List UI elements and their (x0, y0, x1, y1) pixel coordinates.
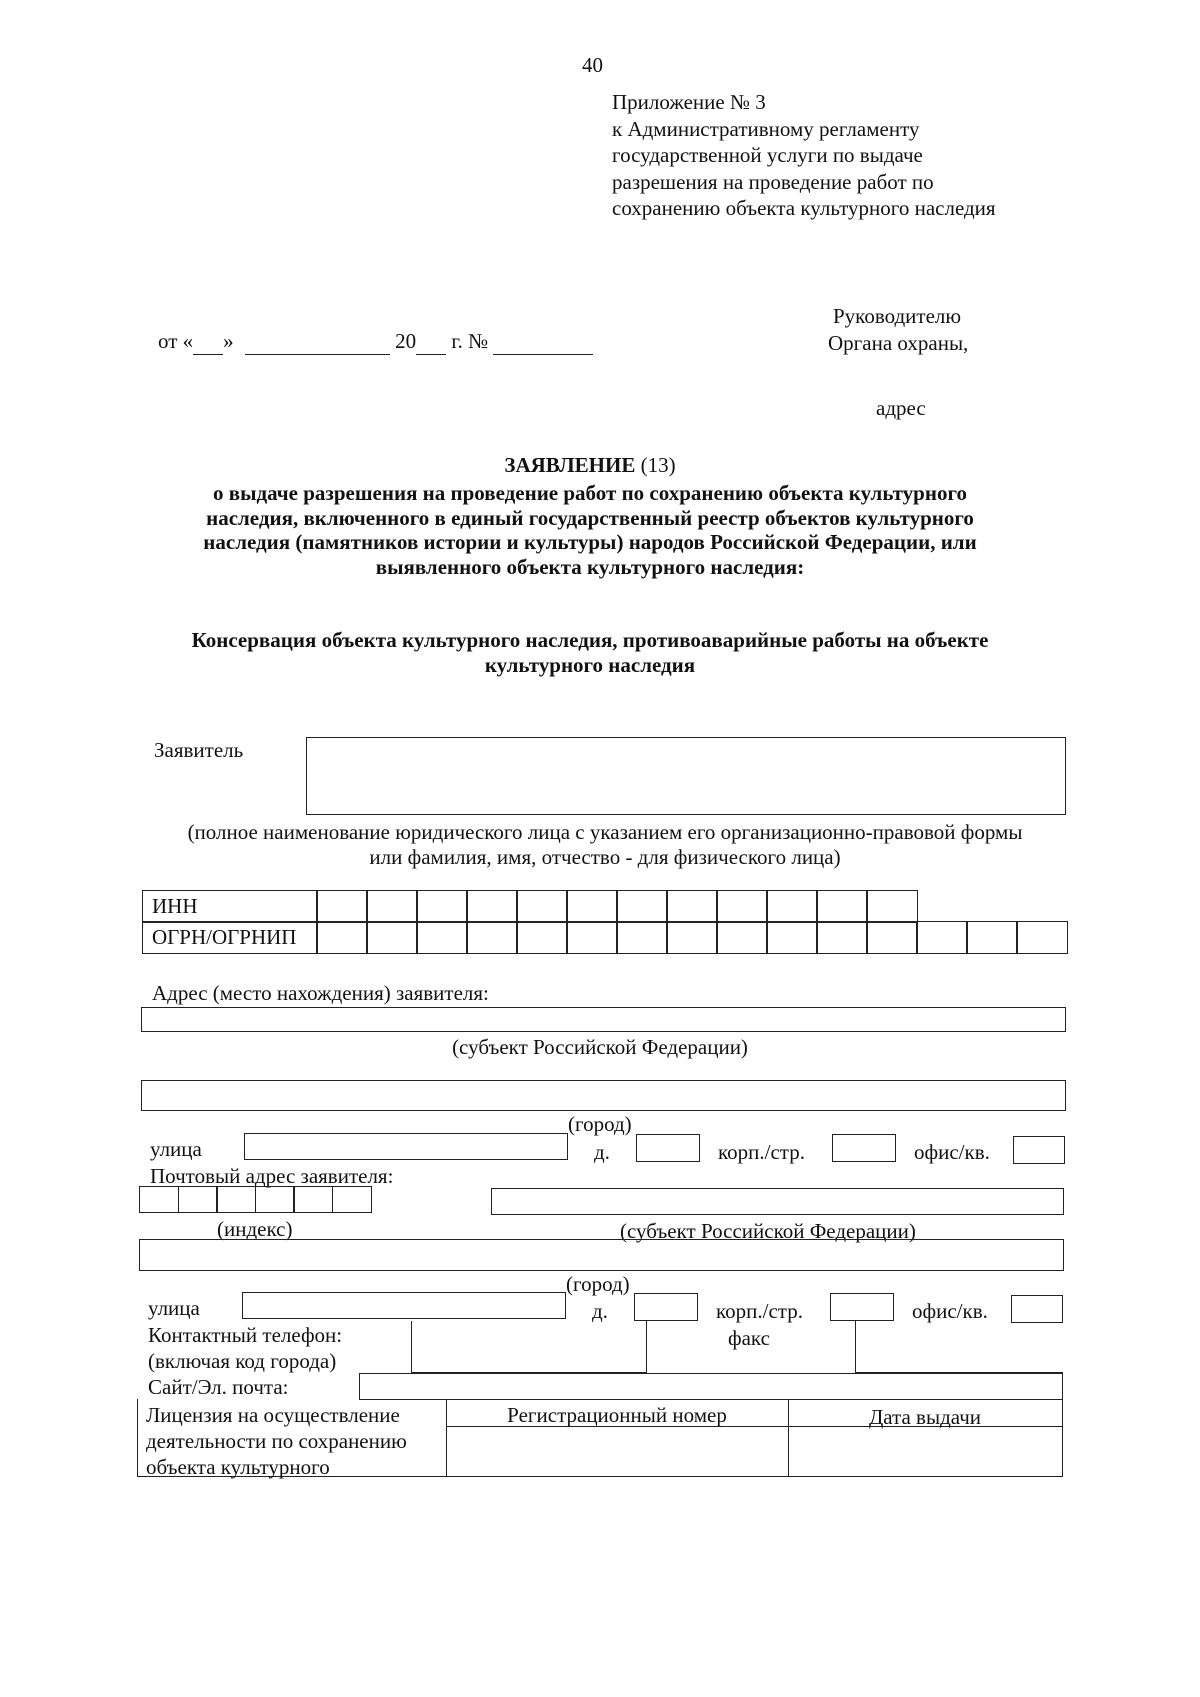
subtitle-line: Консервация объекта культурного наследия, противоаварийные работы на объекте (191, 628, 989, 652)
license-issue-date-field[interactable] (789, 1428, 1061, 1476)
ogrn-digit-cell[interactable] (666, 921, 718, 954)
month-field[interactable] (245, 328, 390, 355)
inn-digit-cell[interactable] (866, 890, 918, 923)
address-subject-hint: (субъект Российской Федерации) (452, 1035, 748, 1059)
reg-number-field[interactable] (493, 328, 593, 355)
address-subject-field[interactable] (141, 1007, 1066, 1032)
applicant-hint-2: или фамилия, имя, отчество - для физического лица) (369, 845, 841, 869)
ogrn-digits (316, 921, 1068, 954)
address-house-field[interactable] (636, 1134, 700, 1162)
ogrn-digit-cell[interactable] (1016, 921, 1068, 954)
date-prefix: от « (158, 329, 194, 353)
site-email-field[interactable] (359, 1373, 1063, 1400)
postal-index-cell[interactable] (139, 1186, 179, 1213)
ogrn-digit-cell[interactable] (416, 921, 468, 954)
appendix-line: сохранению объекта культурного наследия (612, 196, 996, 220)
inn-label-cell (142, 890, 318, 923)
address-city-field[interactable] (141, 1080, 1066, 1111)
postal-city-hint: (город) (566, 1272, 630, 1296)
applicant-label: Заявитель (154, 738, 244, 762)
ogrn-label: ОГРН/ОГРНИП (152, 925, 297, 949)
addressee-organ: Органа охраны, (828, 331, 969, 355)
appendix-block (612, 89, 996, 222)
ogrn-digit-cell[interactable] (966, 921, 1018, 954)
fax-label: факс (728, 1326, 770, 1350)
inn-digit-cell[interactable] (766, 890, 818, 923)
ogrn-digit-cell[interactable] (716, 921, 768, 954)
ogrn-digit-cell[interactable] (466, 921, 518, 954)
address-street-field[interactable] (244, 1133, 568, 1160)
postal-label: Почтовый адрес заявителя: (150, 1164, 394, 1188)
date-line (158, 328, 593, 355)
addressee-title: Руководителю (833, 304, 962, 328)
title-line: наследия, включенного в единый государственный реестр объектов культурного (206, 505, 974, 530)
license-label-line: объекта культурного (146, 1455, 330, 1479)
appendix-line: разрешения на проведение работ по (612, 169, 934, 194)
license-reg-number-header: Регистрационный номер (507, 1403, 727, 1427)
page-number: 40 (582, 53, 603, 77)
license-right-border (1062, 1399, 1063, 1477)
postal-index-cell[interactable] (332, 1186, 372, 1213)
ogrn-digit-cell[interactable] (766, 921, 818, 954)
license-label-line: деятельности по сохранению (146, 1429, 407, 1453)
address-building-label: корп./стр. (718, 1140, 805, 1164)
inn-digit-cell[interactable] (416, 890, 468, 923)
license-issue-date-header: Дата выдачи (868, 1405, 982, 1429)
title-line: выявленного объекта культурного наследия: (375, 554, 805, 579)
inn-digit-cell[interactable] (716, 890, 768, 923)
site-label: Сайт/Эл. почта: (148, 1375, 289, 1399)
postal-building-label: корп./стр. (716, 1299, 803, 1323)
address-street-label: улица (150, 1137, 202, 1161)
license-label (146, 1402, 407, 1480)
inn-digit-cell[interactable] (616, 890, 668, 923)
postal-building-field[interactable] (830, 1293, 894, 1321)
address-label: Адрес (место нахождения) заявителя: (152, 981, 489, 1005)
subtitle-line: культурного наследия (484, 653, 696, 677)
day-field[interactable] (193, 328, 223, 355)
postal-index-hint: (индекс) (217, 1217, 293, 1241)
address-building-field[interactable] (832, 1134, 896, 1162)
postal-street-label: улица (148, 1296, 200, 1320)
phone-field[interactable] (411, 1321, 647, 1373)
postal-index-digits (139, 1186, 372, 1213)
inn-label: ИНН (152, 894, 198, 918)
year-prefix: 20 (395, 329, 417, 353)
title-line: о выдаче разрешения на проведение работ по сохранению объекта культурного (213, 481, 967, 505)
license-reg-number-field[interactable] (447, 1428, 787, 1476)
appendix-line: Приложение № 3 (612, 90, 766, 114)
ogrn-label-cell (142, 921, 318, 954)
ogrn-digit-cell[interactable] (516, 921, 568, 954)
fax-field[interactable] (855, 1321, 1063, 1373)
postal-index-cell[interactable] (255, 1186, 295, 1213)
address-city-hint: (город) (568, 1112, 632, 1136)
postal-subject-hint: (субъект Российской Федерации) (620, 1219, 916, 1243)
year-field[interactable] (416, 328, 446, 355)
inn-digit-cell[interactable] (366, 890, 418, 923)
postal-subject-field[interactable] (491, 1188, 1064, 1215)
title-line: наследия (памятников истории и культуры) народов Российской Федерации, или (203, 530, 977, 554)
inn-digits (316, 890, 918, 923)
applicant-name-field[interactable] (306, 737, 1066, 815)
ogrn-digit-cell[interactable] (566, 921, 618, 954)
inn-digit-cell[interactable] (316, 890, 368, 923)
ogrn-digit-cell[interactable] (866, 921, 918, 954)
inn-digit-cell[interactable] (566, 890, 618, 923)
postal-index-cell[interactable] (293, 1186, 333, 1213)
title-description (150, 481, 1030, 579)
postal-office-label: офис/кв. (912, 1299, 988, 1323)
appendix-line: государственной услуги по выдаче (612, 143, 923, 167)
license-label-line: Лицензия на осуществление (146, 1403, 400, 1427)
address-office-label: офис/кв. (914, 1140, 990, 1164)
appendix-line: к Административному регламенту (612, 116, 920, 141)
inn-digit-cell[interactable] (816, 890, 868, 923)
ogrn-digit-cell[interactable] (816, 921, 868, 954)
postal-street-field[interactable] (242, 1292, 566, 1319)
date-close: » (223, 329, 234, 353)
postal-index-cell[interactable] (216, 1186, 256, 1213)
inn-digit-cell[interactable] (666, 890, 718, 923)
work-type-title (150, 628, 1030, 678)
ogrn-digit-cell[interactable] (316, 921, 368, 954)
postal-house-label: д. (592, 1299, 608, 1323)
phone-label-1: Контактный телефон: (148, 1323, 343, 1347)
inn-digit-cell[interactable] (466, 890, 518, 923)
addressee-address: адрес (876, 396, 926, 420)
document-title (150, 452, 1030, 478)
ogrn-digit-cell[interactable] (366, 921, 418, 954)
inn-digit-cell[interactable] (516, 890, 568, 923)
year-suffix: г. № (451, 329, 489, 353)
postal-office-field[interactable] (1011, 1295, 1063, 1323)
phone-label-2: (включая код города) (148, 1349, 337, 1373)
address-house-label: д. (594, 1140, 610, 1164)
applicant-hint-1: (полное наименование юридического лица с указанием его организационно-правовой формы (187, 820, 1023, 844)
address-office-field[interactable] (1013, 1136, 1065, 1164)
ogrn-digit-cell[interactable] (916, 921, 968, 954)
title-number: (13) (635, 453, 676, 477)
ogrn-digit-cell[interactable] (616, 921, 668, 954)
title-main: ЗАЯВЛЕНИЕ (504, 453, 636, 477)
postal-city-field[interactable] (139, 1239, 1064, 1271)
postal-index-cell[interactable] (178, 1186, 218, 1213)
postal-house-field[interactable] (634, 1293, 698, 1321)
